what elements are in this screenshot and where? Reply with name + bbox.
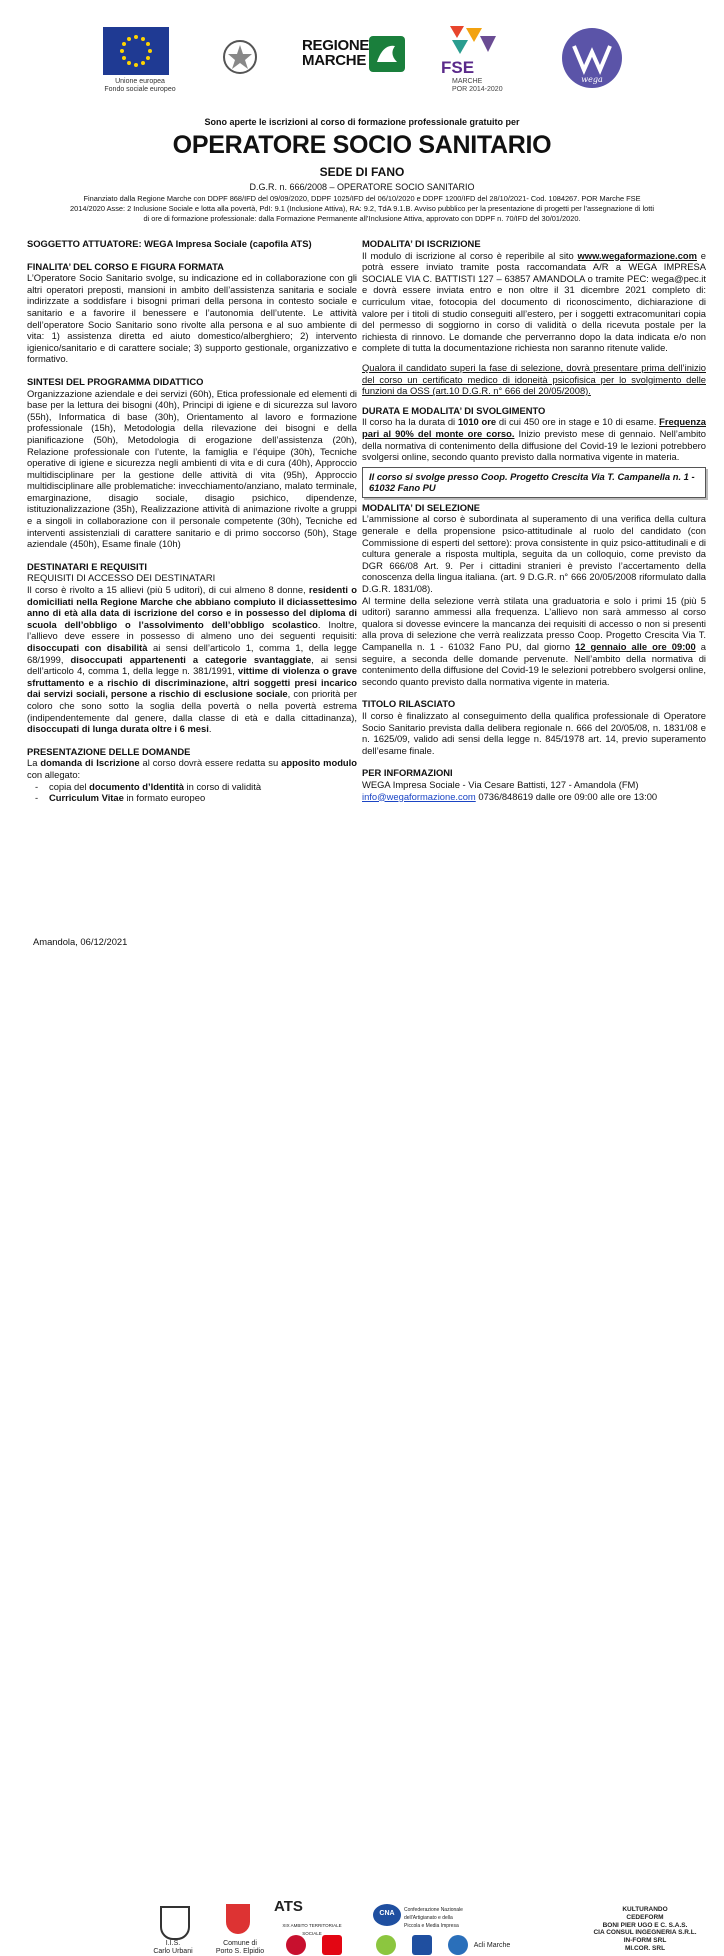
dest-part: , con priorità per coloro che sono sotto la soglia della povertà o nella povertà estrema (indipendentemente dal genere, dalla classe di età e dalla cittadinanza), xyxy=(27,688,357,723)
regione-word: REGIONE xyxy=(302,37,370,54)
sintesi-text: Organizzazione aziendale e dei servizi (60h), Etica professionale ed elementi di base per la lettura dei bisogni (40h), Principi di igiene e di sicurezza sul lavoro (55h), Informatica di base (30h), Orientamento al lavoro e formazione professionale (15h), Metodologia della rilevazione dei bisogni e della pianificazione (50h), Metodologia di erogazione dell’assistenza (20h), Relazione professionale con l’utente, la famiglia e l’équipe (30h), Tecniche operative di igiene e sicurezza negli ambienti di vita e di cura (40h), Approccio multidisciplinare per la gestione delle attività di vita (95h), Approccio multidisciplinare alle problematiche: invecchiamento/anziano, malato terminale, emarginazione, disagio sociale, disagio psichico, dipendenze, istituzionalizzazione (35h), Realizzazione attività di animazione rivolte a gruppi e a singoli in collaborazione con il personale competente (30h), Tecniche ed interventi assistenziali di carattere sanitario e di primo soccorso (50h), Stage aziendale (450h), Esame finale (10h) xyxy=(27,387,357,550)
bullet-part: in formato europeo xyxy=(123,792,206,804)
presentazione-text xyxy=(27,757,357,780)
info-address: WEGA Impresa Sociale - Via Cesare Battisti, 127 - Amandola (FM) xyxy=(362,778,639,790)
email-link[interactable]: info@wegaformazione.com xyxy=(362,790,476,802)
document-date: Amandola, 06/12/2021 xyxy=(33,936,128,947)
fse-caption-region: MARCHE xyxy=(452,78,483,85)
sel-date: 12 gennaio alle ore 09:00 xyxy=(575,641,696,652)
dest-part: Il corso è rivolto a 15 allievi (più 5 uditori), di cui almeno 8 donne, xyxy=(27,584,309,596)
dur-part: di cui 450 ore in stage e 10 di esame. xyxy=(496,416,660,428)
porto-caption-line1: Comune di xyxy=(223,1940,257,1947)
list-item xyxy=(49,792,357,804)
pres-domanda: domanda di Iscrizione xyxy=(40,757,140,769)
partner-logos xyxy=(0,950,724,1955)
pres-modulo: apposito modulo xyxy=(281,757,357,769)
partner-name: IN-FORM SRL xyxy=(623,1937,667,1945)
sel-part: a seguire, a seconda delle domande pervenute. Nell’ambito della normativa di contenimento della diffusione del Covid-19 le selezioni potrebbero svolgersi online, secondo quanto previsto dalla normativa vigente in materia. xyxy=(362,641,706,687)
website-link[interactable]: www.wegaformazione.com xyxy=(577,249,697,261)
financing-note: Finanziato dalla Regione Marche con DDPF 868/IFD del 09/09/2020, DDPF 1025/IFD del 06/10/2020 e DDPF 1200/IFD del 28/10/2021- Cod. 1084267. POR Marche FSE 2014/2020 Asse: 2 Inclusione Sociale e lotta alla povertà, PdI: 9.1 (Inclusione Attiva), RA: 9.2, TdA 9.1.B. Avviso pubblico per la presentazione di progetti per l’assegnazione di lotti di ore di formazione professionale: dalla Formazione Permanente all’Inclusione Attiva, approvato con DDPF n. 70/IFD del 30/01/2020. xyxy=(70,194,654,223)
pres-part: con allegato: xyxy=(27,768,81,780)
eu-caption-line2: Fondo sociale europeo xyxy=(104,86,176,93)
partner-name: CEDEFORM xyxy=(626,1913,664,1921)
partner-logo-red-icon xyxy=(286,1935,306,1955)
italian-emblem-icon xyxy=(220,35,260,79)
bullet-bold: documento d’Identità xyxy=(89,780,184,792)
finalita-heading: FINALITA’ DEL CORSO E FIGURA FORMATA xyxy=(27,260,224,272)
partner-logo-gea-icon xyxy=(322,1935,342,1955)
logo-strip xyxy=(0,0,724,112)
titolo-text: Il corso è finalizzato al conseguimento della qualifica professionale di Operatore Socio Sanitario prevista dalla delibera regionale n. 666 del 20/05/08, n. 1831/08 e n. 1625/09, valido adi sensi della legge n. 845/1978 art. 14, previo superamento dell’esame finale. xyxy=(362,709,706,756)
regione-marche-logo xyxy=(302,38,369,68)
info-heading: PER INFORMAZIONI xyxy=(362,767,453,779)
iscrizione-heading: MODALITA’ DI ISCRIZIONE xyxy=(362,238,481,249)
pres-part: al corso dovrà essere redatta su xyxy=(139,757,282,769)
porto-caption-line2: Porto S. Elpidio xyxy=(215,1948,265,1955)
dur-part: Il corso ha la durata di xyxy=(362,416,458,428)
selezione-heading: MODALITA’ DI SELEZIONE xyxy=(362,501,481,513)
dur-part: Inizio previsto mese di gennaio. Nell’ambito della normativa di contenimento della diffusione del Covid-19 le lezioni potrebbero svolgersi online, secondo quanto previsto dalla normativa vigente in materia. xyxy=(362,427,706,463)
destinatari-subheading: REQUISITI DI ACCESSO DEI DESTINATARI xyxy=(27,572,216,584)
dest-part: , ai sensi dell’articolo 4, comma 1, della legge n. 381/1991, xyxy=(27,653,357,677)
sel-part: Al termine della selezione verrà stilata una graduatoria e solo i primi 15 (più 5 uditori) saranno ammessi alla frequenza. L’allievo non sarà ammesso al corso qualora si dovesse evincere la mancanza dei requisiti di accesso o non si presenti alla prova di selezione che verrà realizzata presso Coop. Progetto Crescita Via T. Campanella n. 1 - 61032 Fano PU, dal giorno xyxy=(362,594,706,652)
partner-name: BONI PIER UGO E C. S.A.S. xyxy=(602,1921,688,1929)
cna-word: CNA xyxy=(379,1910,395,1917)
acli-logo-icon xyxy=(448,1935,468,1955)
list-item xyxy=(49,781,357,793)
bullet-bold: Curriculum Vitae xyxy=(49,792,124,804)
fse-caption-program: POR 2014-2020 xyxy=(452,86,503,93)
finalita-text: L’Operatore Socio Sanitario svolge, su indicazione ed in collaborazione con gli altri operatori preposti, mansioni in ambito dell’assistenza sanitaria e sociale indirizzate a soddisfare i bisogni primari della persona in contesto sociale e sanitario e a favorire il benessere e l’autonomia dell’utente. Le attività dell’operatore Socio Sanitario sono rivolte alla persona e al suo ambiente di vita: 1) assistenza diretta ed aiuto domestico/alberghiero; 2) intervento igienico/sanitario e di carattere sociale; 3) supporto gestionale, organizzativo e formativo. xyxy=(27,272,357,365)
mod-part: e potrà essere inviato tramite posta raccomandata A/R a WEGA IMPRESA SOCIALE VIA C. BATTISTI 127 – 63857 AMANDOLA o tramite PEC: wega@pec.it e dovrà essere inviata entro e non oltre il 31 dicembre 2021 completo di: curriculum vitae, fotocopia del documento di riconoscimento, dichiarazione di valore per i titoli di studio conseguiti all’estero, per i soggetti extracomunitari copia del permesso di soggiorno in corso di validità o della ricevuta postale per la richiesta di rinnovo. Le domande che perverranno dopo la data indicata e/o non complete di tutta la documentazione richiesta non saranno ritenute valide. xyxy=(362,249,706,354)
acli-caption: Acli Marche xyxy=(473,1942,511,1949)
dest-disability-req: disoccupati con disabilità xyxy=(27,642,148,653)
info-contact xyxy=(362,791,706,803)
durata-text xyxy=(362,416,706,462)
porto-caption xyxy=(212,1940,268,1956)
durata-heading: DURATA E MODALITA’ DI SVOLGIMENTO xyxy=(362,404,546,416)
info-phone: 0736/848619 dalle ore 09:00 alle ore 13:00 xyxy=(475,790,658,802)
titolo-heading: TITOLO RILASCIATO xyxy=(362,698,456,710)
dest-disadvantaged-req: disoccupati appartenenti a categorie svantaggiate xyxy=(70,653,312,665)
dest-longterm-req: disoccupati di lunga durata oltre i 6 mesi xyxy=(27,723,209,735)
partner-name: KULTURANDO xyxy=(622,1906,668,1913)
mod-part: Il modulo di iscrizione al corso è reperibile al sito xyxy=(362,249,578,261)
fse-word: FSE xyxy=(441,58,475,77)
intro-line: Sono aperte le iscrizioni al corso di formazione professionale gratuito per xyxy=(204,117,520,127)
iscrizione-text xyxy=(362,250,706,354)
qualora-note: Qualora il candidato superi la fase di selezione, dovrà presentare prima dell’inizio del corso un certificato medico di idoneità psicofisica per lo svolgimento delle funzioni da OSS (art.10 D.G.R. n° 666 del 20/05/2008). xyxy=(362,361,706,397)
iis-crest-icon xyxy=(160,1906,190,1940)
dest-part: ai sensi dell’articolo 1, comma 1, della legge 68/1999, xyxy=(27,642,357,665)
wega-word: wega xyxy=(581,75,603,84)
dur-hours: 1010 ore xyxy=(457,416,497,428)
bullet-part: copia del xyxy=(49,780,90,792)
ats-logo: ATS xyxy=(274,1898,303,1915)
cna-caption: Confederazione Nazionale dell'Artigianato e della Piccola e Media Impresa xyxy=(404,1907,463,1929)
partner-logo-green-icon xyxy=(376,1935,396,1955)
regione-marche-mark-icon xyxy=(369,36,405,72)
destinatari-heading: DESTINATARI E REQUISITI xyxy=(27,560,147,572)
partner-name: MI.COR. SRL xyxy=(624,1944,666,1952)
partner-logo-blue-icon xyxy=(412,1935,432,1955)
kulturando-partners xyxy=(590,1906,700,1953)
marche-word: MARCHE xyxy=(302,52,367,69)
dgr-line: D.G.R. n. 666/2008 – OPERATORE SOCIO SANITARIO xyxy=(249,182,475,192)
pres-part: La xyxy=(27,757,41,769)
sintesi-heading: SINTESI DEL PROGRAMMA DIDATTICO xyxy=(27,375,204,387)
dest-part: . xyxy=(208,723,212,735)
dest-residence-req: residenti o domiciliati nella Regione Marche che abbiano compiuto il diciassettesimo anno di età alla data di iscrizione del corso e in possesso del diploma di scuola dell’obbligo o l’assolvimento dell’obbligo scolastico xyxy=(27,584,357,630)
iis-caption-line2: Carlo Urbani xyxy=(153,1948,193,1955)
porto-crest-icon xyxy=(226,1904,250,1934)
eu-stars-icon xyxy=(103,27,169,75)
wega-logo xyxy=(562,28,622,88)
dest-part: . Inoltre, l’allievo deve essere in possesso di almeno uno dei seguenti requisiti: xyxy=(27,618,357,642)
selezione-text-1: L’ammissione al corso è subordinata al superamento di una verifica della cultura generale e della propensione psico-attitudinale al ruolo del candidato (con Commissione di esperti del settore): prova consistente in quiz psico-attitudinali e di cultura generale a risposta multipla, seguita da un colloquio, come previsto da DGR 666/08 Art. 9. Per i cittadini stranieri è previsto l’accertamento della conoscenza della lingua italiana. (art. 9 D.G.R. n° 666 20/05/2008 riformulato dalla D.G.R. 1831/08). xyxy=(362,513,706,595)
dur-frequency: Frequenza pari al 90% del monte ore corso. xyxy=(362,416,706,439)
eu-caption xyxy=(100,78,180,94)
attachments-list xyxy=(27,781,357,804)
partner-name: CIA CONSUL INGEGNERIA S.R.L. xyxy=(593,1929,697,1937)
iis-caption xyxy=(148,1940,198,1956)
sede-title: SEDE DI FANO xyxy=(319,165,405,179)
ats-caption: XIX AMBITO TERRITORIALE SOCIALE xyxy=(282,1923,342,1936)
left-column xyxy=(27,238,357,804)
destinatari-text xyxy=(27,584,357,735)
selezione-text-2 xyxy=(362,595,706,688)
page-title: OPERATORE SOCIO SANITARIO xyxy=(172,131,552,159)
bullet-part: in corso di validità xyxy=(183,780,262,792)
eu-flag-logo xyxy=(103,27,169,75)
fse-caption xyxy=(452,78,503,94)
iis-caption-line1: I.I.S. xyxy=(165,1940,181,1947)
venue-box: Il corso si svolge presso Coop. Progetto Crescita Via T. Campanella n. 1 - 61032 Fano PU xyxy=(362,467,706,498)
right-column xyxy=(362,238,706,802)
presentazione-heading: PRESENTAZIONE DELLE DOMANDE xyxy=(27,745,191,757)
dest-violence-req: vittime di violenza o grave sfruttamento e a rischio di discriminazione, altri soggetti presi incarico dai servizi sociali, persone a rischio di esclusione sociale xyxy=(27,665,357,700)
eu-caption-line1: Unione europea xyxy=(115,78,165,85)
soggetto-attuatore: SOGGETTO ATTUATORE: WEGA Impresa Sociale (capofila ATS) xyxy=(27,238,312,249)
